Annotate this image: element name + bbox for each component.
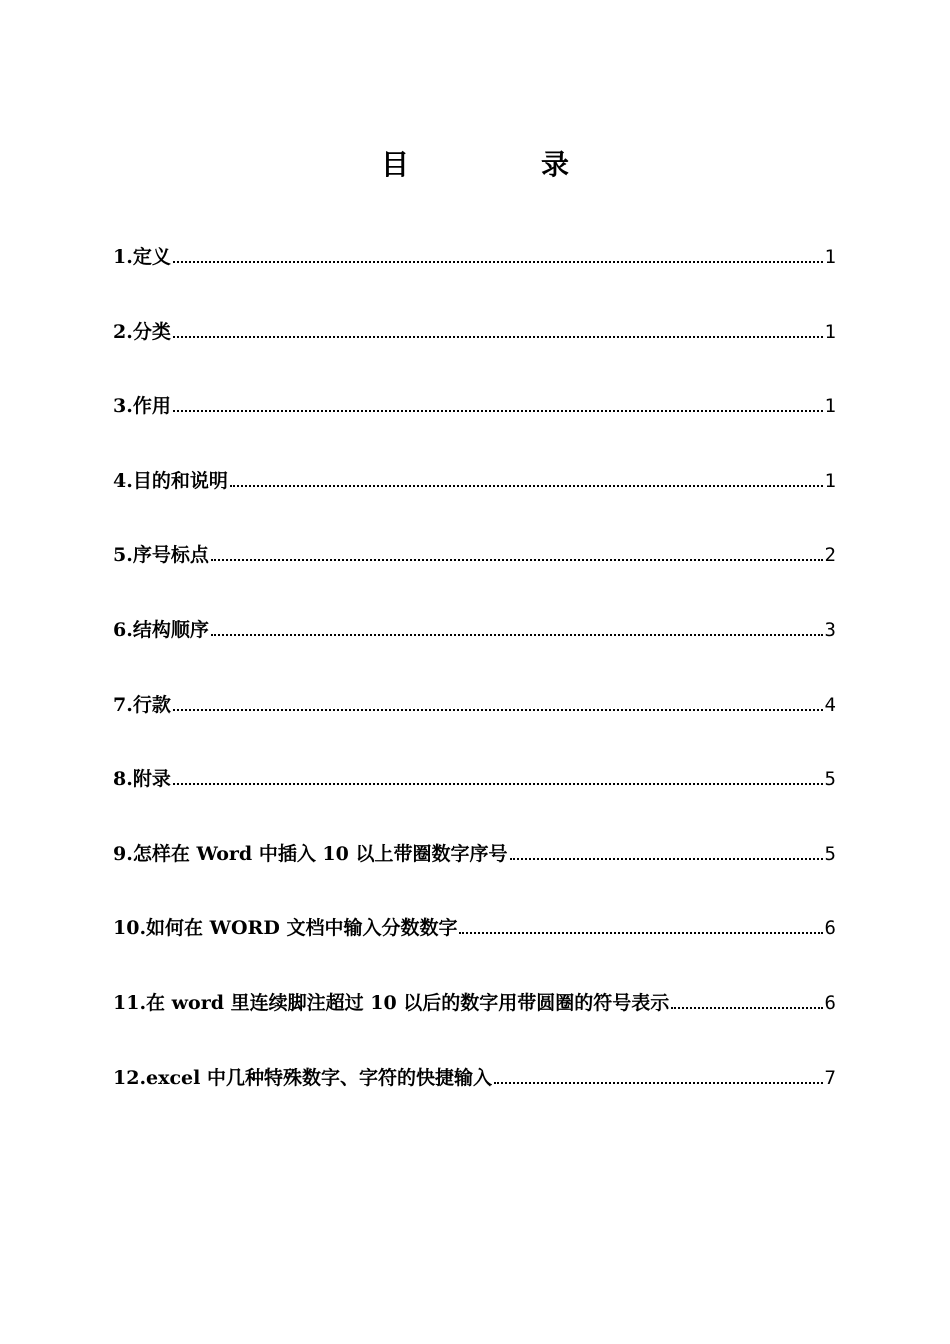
toc-page-number: 6 <box>824 991 836 1014</box>
toc-entry[interactable] <box>113 236 836 270</box>
toc-dot-leader <box>671 1006 822 1009</box>
toc-entry[interactable] <box>113 534 836 568</box>
toc-dot-leader <box>173 260 823 263</box>
toc-entry-text: 5.序号标点 <box>113 544 209 567</box>
toc-dot-leader <box>459 931 822 934</box>
toc-dot-leader <box>494 1081 823 1084</box>
toc-page-number: 1 <box>824 320 836 343</box>
toc-page-number: 1 <box>824 246 836 268</box>
toc-page-number: 1 <box>824 395 836 418</box>
toc-dot-leader <box>173 409 823 412</box>
toc-entry[interactable] <box>113 460 836 494</box>
toc-entry-text: 7.行款 <box>113 693 171 716</box>
toc-dot-leader <box>211 633 823 636</box>
toc-page-number: 6 <box>824 917 836 940</box>
toc-entry-text: 12.excel 中几种特殊数字、字符的快捷输入 <box>113 1066 492 1089</box>
toc-entry[interactable] <box>113 311 836 345</box>
toc-entry-text: 4.目的和说明 <box>113 469 228 492</box>
toc-entry-text: 3.作用 <box>113 395 171 418</box>
toc-entry-text: 10.如何在 WORD 文档中输入分数数字 <box>113 917 458 940</box>
toc-entry-text: 2.分类 <box>113 320 171 343</box>
toc-entry-text: 8.附录 <box>113 768 171 791</box>
toc-entry[interactable] <box>113 982 836 1016</box>
toc-page-number: 5 <box>824 768 836 791</box>
toc-entry[interactable] <box>113 385 836 419</box>
toc-dot-leader <box>510 857 823 860</box>
toc-entry-text: 1.定义 <box>113 246 171 268</box>
toc-entry[interactable] <box>113 1057 836 1091</box>
toc-dot-leader <box>211 558 823 561</box>
toc-entry-text: 11.在 word 里连续脚注超过 10 以后的数字用带圆圈的符号表示 <box>113 991 670 1014</box>
toc-page-number: 5 <box>824 842 836 865</box>
toc-title: 目 录 <box>380 148 621 181</box>
toc-page-number: 1 <box>824 469 836 492</box>
toc-entry-text: 6.结构顺序 <box>113 618 209 641</box>
toc-dot-leader <box>173 782 823 785</box>
table-of-contents <box>113 236 836 1131</box>
toc-dot-leader <box>173 708 823 711</box>
toc-page-number: 4 <box>824 693 836 716</box>
toc-page-number: 3 <box>824 618 836 641</box>
toc-entry[interactable] <box>113 907 836 941</box>
toc-entry[interactable] <box>113 684 836 718</box>
toc-entry[interactable] <box>113 758 836 792</box>
toc-page-number: 2 <box>824 544 836 567</box>
toc-page-number: 7 <box>824 1066 836 1089</box>
toc-entry[interactable] <box>113 609 836 643</box>
toc-dot-leader <box>230 484 823 487</box>
toc-entry-text: 9.怎样在 Word 中插入 10 以上带圈数字序号 <box>113 842 508 865</box>
toc-entry[interactable] <box>113 833 836 867</box>
toc-dot-leader <box>173 335 823 338</box>
